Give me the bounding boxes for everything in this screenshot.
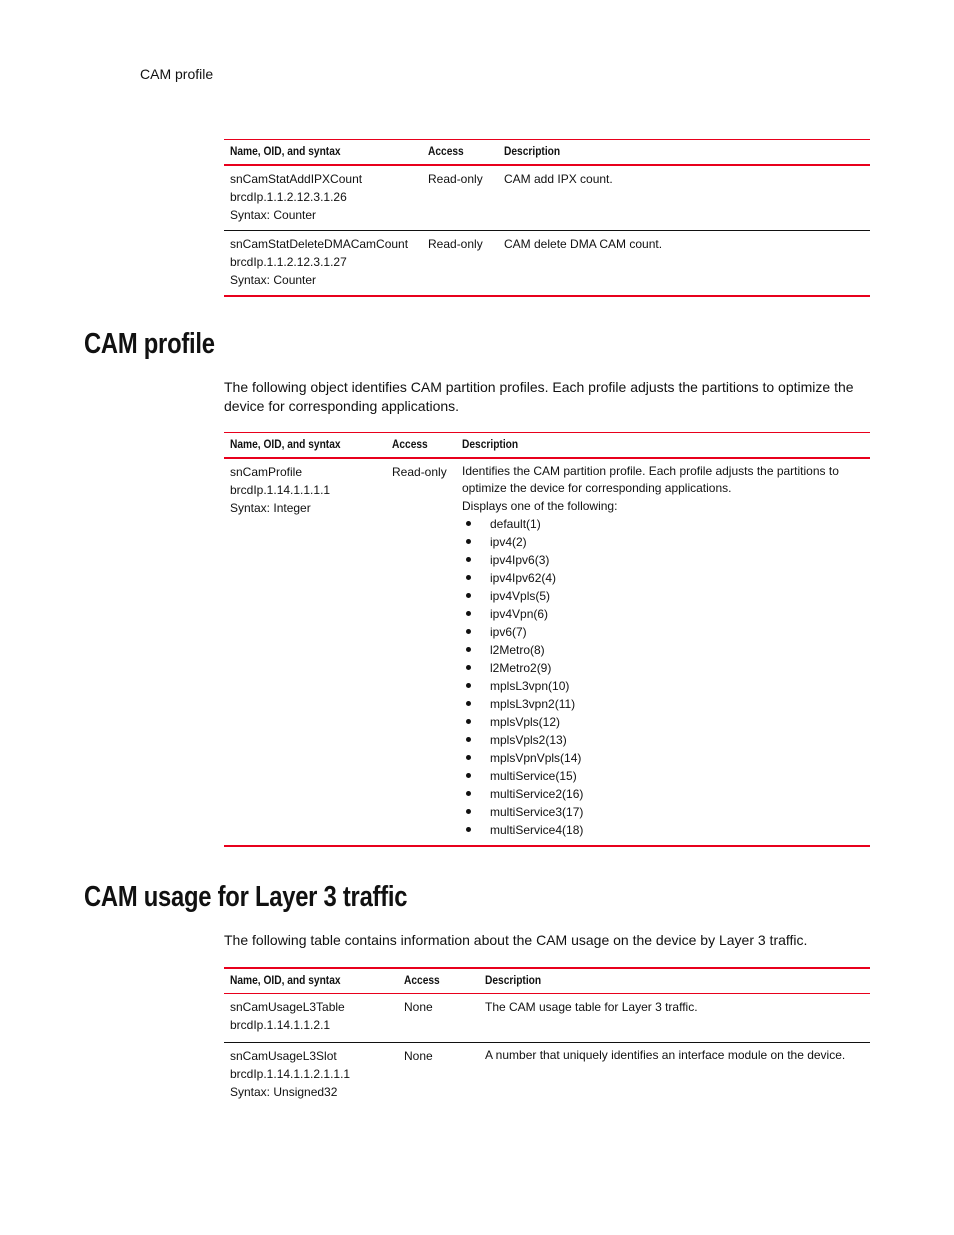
object-oid: brcdIp.1.1.2.12.3.1.27 xyxy=(230,255,347,269)
object-description: A number that uniquely identifies an interface module on the device. xyxy=(485,1048,846,1062)
profile-value-item: mplsL3vpn(10) xyxy=(490,677,864,695)
object-oid: brcdIp.1.14.1.1.2.1.1.1 xyxy=(230,1067,351,1081)
table-row xyxy=(224,458,870,846)
object-name: snCamStatDeleteDMACamCount xyxy=(230,237,409,251)
object-syntax: Syntax: Unsigned32 xyxy=(230,1085,338,1099)
object-syntax: Syntax: Integer xyxy=(230,501,311,515)
object-name: snCamProfile xyxy=(230,465,303,479)
profile-value-item: mplsL3vpn2(11) xyxy=(490,695,864,713)
object-oid: brcdIp.1.14.1.1.2.1 xyxy=(230,1018,331,1032)
table-row xyxy=(224,994,870,1043)
running-header: CAM profile xyxy=(140,66,214,82)
object-name: snCamStatAddIPXCount xyxy=(230,172,363,186)
object-access: None xyxy=(404,1049,433,1063)
section-title-cam-profile: CAM profile xyxy=(84,328,215,360)
section-intro: The following object identifies CAM partition profiles. Each profile adjusts the partitions to optimize the device for corresponding applications. xyxy=(224,379,854,414)
header-name: Name, OID, and syntax xyxy=(230,437,341,451)
profile-value-item: multiService2(16) xyxy=(490,785,864,803)
table-row xyxy=(224,165,870,231)
header-name: Name, OID, and syntax xyxy=(230,144,341,158)
profile-value-item: ipv6(7) xyxy=(490,623,864,641)
profile-value-item: mplsVpls(12) xyxy=(490,713,864,731)
profile-value-item: multiService4(18) xyxy=(490,821,864,839)
object-access: None xyxy=(404,1000,433,1014)
mib-table-cam-profile xyxy=(224,432,870,847)
profile-value-item: ipv4Vpn(6) xyxy=(490,605,864,623)
object-oid: brcdIp.1.14.1.1.1.1 xyxy=(230,483,331,497)
mib-table-cam-usage-l3 xyxy=(224,967,870,1107)
table-header xyxy=(224,968,870,994)
header-description: Description xyxy=(462,437,519,451)
profile-value-item: multiService3(17) xyxy=(490,803,864,821)
object-access: Read-only xyxy=(428,237,483,251)
profile-value-item: ipv4Ipv6(3) xyxy=(490,551,864,569)
table-header xyxy=(224,140,870,166)
table-row xyxy=(224,231,870,297)
object-syntax: Syntax: Counter xyxy=(230,208,317,222)
profile-value-list xyxy=(462,515,864,839)
profile-value-item: multiService(15) xyxy=(490,767,864,785)
header-name: Name, OID, and syntax xyxy=(230,973,341,987)
object-description: CAM delete DMA CAM count. xyxy=(504,237,663,251)
header-access: Access xyxy=(404,973,440,987)
section-title-cam-usage-l3: CAM usage for Layer 3 traffic xyxy=(84,881,408,913)
profile-value-item: l2Metro(8) xyxy=(490,641,864,659)
profile-value-item: ipv4Ipv62(4) xyxy=(490,569,864,587)
profile-value-item: default(1) xyxy=(490,515,864,533)
object-syntax: Syntax: Counter xyxy=(230,273,317,287)
header-description: Description xyxy=(504,144,561,158)
object-access: Read-only xyxy=(392,465,447,479)
object-description: The CAM usage table for Layer 3 traffic. xyxy=(485,1000,698,1014)
object-description: CAM add IPX count. xyxy=(504,172,613,186)
profile-value-item: l2Metro2(9) xyxy=(490,659,864,677)
table-row xyxy=(224,1043,870,1108)
section-intro: The following table contains information about the CAM usage on the device by Layer 3 traffic. xyxy=(224,932,808,948)
object-description: Identifies the CAM partition profile. Each profile adjusts the partitions to optimize the device for corresponding applications. xyxy=(462,464,839,495)
mib-table-cam-stats xyxy=(224,139,870,297)
table-header xyxy=(224,433,870,459)
profile-value-item: ipv4(2) xyxy=(490,533,864,551)
object-name: snCamUsageL3Slot xyxy=(230,1049,337,1063)
header-description: Description xyxy=(485,973,542,987)
object-oid: brcdIp.1.1.2.12.3.1.26 xyxy=(230,190,347,204)
header-access: Access xyxy=(392,437,428,451)
profile-value-item: mplsVpls2(13) xyxy=(490,731,864,749)
header-access: Access xyxy=(428,144,464,158)
profile-value-item: ipv4Vpls(5) xyxy=(490,587,864,605)
object-name: snCamUsageL3Table xyxy=(230,1000,345,1014)
object-access: Read-only xyxy=(428,172,483,186)
displays-label: Displays one of the following: xyxy=(462,499,618,513)
profile-value-item: mplsVpnVpls(14) xyxy=(490,749,864,767)
